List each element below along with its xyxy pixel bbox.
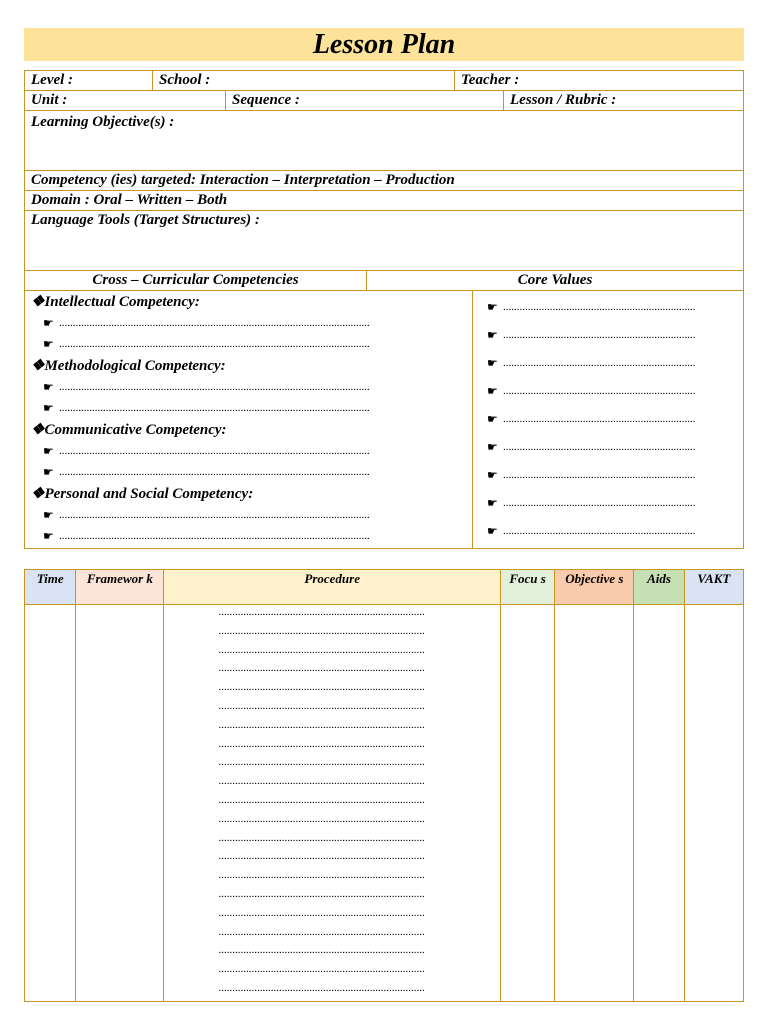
dotted-line: ...................................................................... — [503, 329, 696, 341]
competency-cell — [24, 170, 744, 191]
procedure-lines — [164, 605, 500, 1001]
dotted-line: ...................................................................... — [503, 525, 696, 537]
language-tools-label: Language Tools (Target Structures) : — [31, 212, 260, 228]
procedure-header: Procedure — [164, 570, 501, 605]
competency-line[interactable] — [31, 526, 467, 547]
dotted-line: ...................................................................... — [503, 497, 696, 509]
objectives-header: Objective s — [555, 570, 634, 605]
objectives-label: Learning Objective(s) : — [31, 114, 175, 130]
procedure-dotted-line: ........................................................................... — [218, 887, 425, 900]
competency-line[interactable] — [31, 505, 467, 526]
pointing-hand-icon: ☛ — [43, 337, 54, 351]
competency-line[interactable] — [31, 334, 467, 355]
procedure-cell[interactable] — [164, 605, 501, 1002]
pointing-hand-icon: ☛ — [43, 465, 54, 479]
procedure-dotted-line: ........................................................................... — [218, 906, 425, 919]
competency-label: Competency (ies) targeted: Interaction – Interpretation – Production — [31, 172, 455, 188]
core-value-line[interactable] — [487, 405, 737, 433]
competency-line[interactable] — [31, 462, 467, 483]
objectives-col-cell[interactable] — [555, 605, 634, 1002]
procedure-dotted-line: ........................................................................... — [218, 944, 425, 957]
framework-header: Framewor k — [76, 570, 164, 605]
procedure-table — [24, 569, 744, 1002]
dotted-line: ...................................................................... — [503, 413, 696, 425]
procedure-dotted-line: ........................................................................... — [218, 718, 425, 731]
dotted-line: ...................................................................... — [503, 357, 696, 369]
pointing-hand-icon: ☛ — [43, 444, 54, 458]
time-cell[interactable] — [25, 605, 76, 1002]
lesson-label: Lesson / Rubric : — [510, 92, 617, 108]
pointing-hand-icon: ☛ — [487, 467, 498, 482]
time-header: Time — [25, 570, 76, 605]
dotted-line: ................................................................................................................. — [59, 339, 370, 350]
title-banner — [24, 28, 744, 61]
pointing-hand-icon: ☛ — [43, 380, 54, 394]
vakt-header: VAKT — [684, 570, 743, 605]
procedure-dotted-line: ........................................................................... — [218, 662, 425, 675]
cross-curricular-heading-cell — [24, 270, 367, 291]
dotted-line: ...................................................................... — [503, 385, 696, 397]
procedure-dotted-line: ........................................................................... — [218, 624, 425, 637]
procedure-dotted-line: ........................................................................... — [218, 737, 425, 750]
aids-cell[interactable] — [634, 605, 684, 1002]
competencies-list — [31, 291, 467, 547]
procedure-dotted-line: ........................................................................... — [218, 963, 425, 976]
pointing-hand-icon: ☛ — [487, 411, 498, 426]
core-value-line[interactable] — [487, 377, 737, 405]
pointing-hand-icon: ☛ — [487, 523, 498, 538]
competency-line[interactable] — [31, 398, 467, 419]
pointing-hand-icon: ☛ — [43, 529, 54, 543]
core-value-line[interactable] — [487, 433, 737, 461]
procedure-dotted-line: ........................................................................... — [218, 869, 425, 882]
lesson-cell[interactable] — [503, 90, 744, 111]
core-value-line[interactable] — [487, 321, 737, 349]
dotted-line: ...................................................................... — [503, 441, 696, 453]
cross-curricular-heading: Cross – Curricular Competencies — [92, 272, 299, 288]
procedure-dotted-line: ........................................................................... — [218, 775, 425, 788]
core-values-heading: Core Values — [517, 272, 593, 288]
level-cell[interactable] — [24, 70, 153, 91]
focus-cell[interactable] — [500, 605, 554, 1002]
procedure-dotted-line: ........................................................................... — [218, 606, 425, 618]
pointing-hand-icon: ☛ — [487, 383, 498, 398]
objectives-cell[interactable] — [24, 110, 744, 171]
competency-line[interactable] — [31, 377, 467, 398]
procedure-dotted-line: ........................................................................... — [218, 681, 425, 694]
core-value-line[interactable] — [487, 517, 737, 545]
core-value-line[interactable] — [487, 461, 737, 489]
framework-cell[interactable] — [76, 605, 164, 1002]
competency-group-heading: ❖Personal and Social Competency: — [31, 486, 254, 502]
dotted-line: ................................................................................................................. — [59, 446, 370, 457]
domain-cell — [24, 190, 744, 211]
dotted-line: ...................................................................... — [503, 469, 696, 481]
pointing-hand-icon: ☛ — [487, 355, 498, 370]
page-title: Lesson Plan — [312, 28, 456, 60]
dotted-line: ................................................................................................................. — [59, 510, 370, 521]
core-value-line[interactable] — [487, 489, 737, 517]
core-values-heading-cell — [366, 270, 744, 291]
procedure-dotted-line: ........................................................................... — [218, 756, 425, 769]
procedure-dotted-line: ........................................................................... — [218, 812, 425, 825]
dotted-line: ...................................................................... — [503, 301, 696, 313]
sequence-label: Sequence : — [232, 92, 300, 108]
pointing-hand-icon: ☛ — [487, 327, 498, 342]
procedure-dotted-line: ........................................................................... — [218, 643, 425, 656]
focus-header: Focu s — [500, 570, 554, 605]
school-label: School : — [159, 72, 211, 88]
level-label: Level : — [31, 72, 74, 88]
dotted-line: ................................................................................................................. — [59, 403, 370, 414]
unit-cell[interactable] — [24, 90, 226, 111]
unit-label: Unit : — [31, 92, 68, 108]
pointing-hand-icon: ☛ — [43, 316, 54, 330]
procedure-dotted-line: ........................................................................... — [218, 699, 425, 712]
core-value-line[interactable] — [487, 349, 737, 377]
vakt-cell[interactable] — [684, 605, 743, 1002]
procedure-dotted-line: ........................................................................... — [218, 925, 425, 938]
sequence-cell[interactable] — [225, 90, 504, 111]
procedure-dotted-line: ........................................................................... — [218, 850, 425, 863]
dotted-line: ................................................................................................................. — [59, 467, 370, 478]
aids-header: Aids — [634, 570, 684, 605]
teacher-cell[interactable] — [454, 70, 744, 91]
core-value-line[interactable] — [487, 293, 737, 321]
domain-label: Domain : Oral – Written – Both — [31, 192, 228, 208]
language-tools-cell[interactable] — [24, 210, 744, 271]
core-values-list — [487, 293, 737, 545]
dotted-line: ................................................................................................................. — [59, 382, 370, 393]
dotted-line: ................................................................................................................. — [59, 318, 370, 329]
procedure-dotted-line: ........................................................................... — [218, 981, 425, 994]
pointing-hand-icon: ☛ — [487, 299, 498, 314]
pointing-hand-icon: ☛ — [487, 439, 498, 454]
dotted-line: ................................................................................................................. — [59, 531, 370, 542]
competency-group-heading: ❖Communicative Competency: — [31, 422, 227, 438]
teacher-label: Teacher : — [461, 72, 520, 88]
school-cell[interactable] — [152, 70, 455, 91]
competency-group-heading: ❖Intellectual Competency: — [31, 294, 200, 310]
competency-group-heading: ❖Methodological Competency: — [31, 358, 226, 374]
pointing-hand-icon: ☛ — [487, 495, 498, 510]
competency-line[interactable] — [31, 313, 467, 334]
procedure-dotted-line: ........................................................................... — [218, 793, 425, 806]
pointing-hand-icon: ☛ — [43, 508, 54, 522]
pointing-hand-icon: ☛ — [43, 401, 54, 415]
competency-line[interactable] — [31, 441, 467, 462]
procedure-dotted-line: ........................................................................... — [218, 831, 425, 844]
